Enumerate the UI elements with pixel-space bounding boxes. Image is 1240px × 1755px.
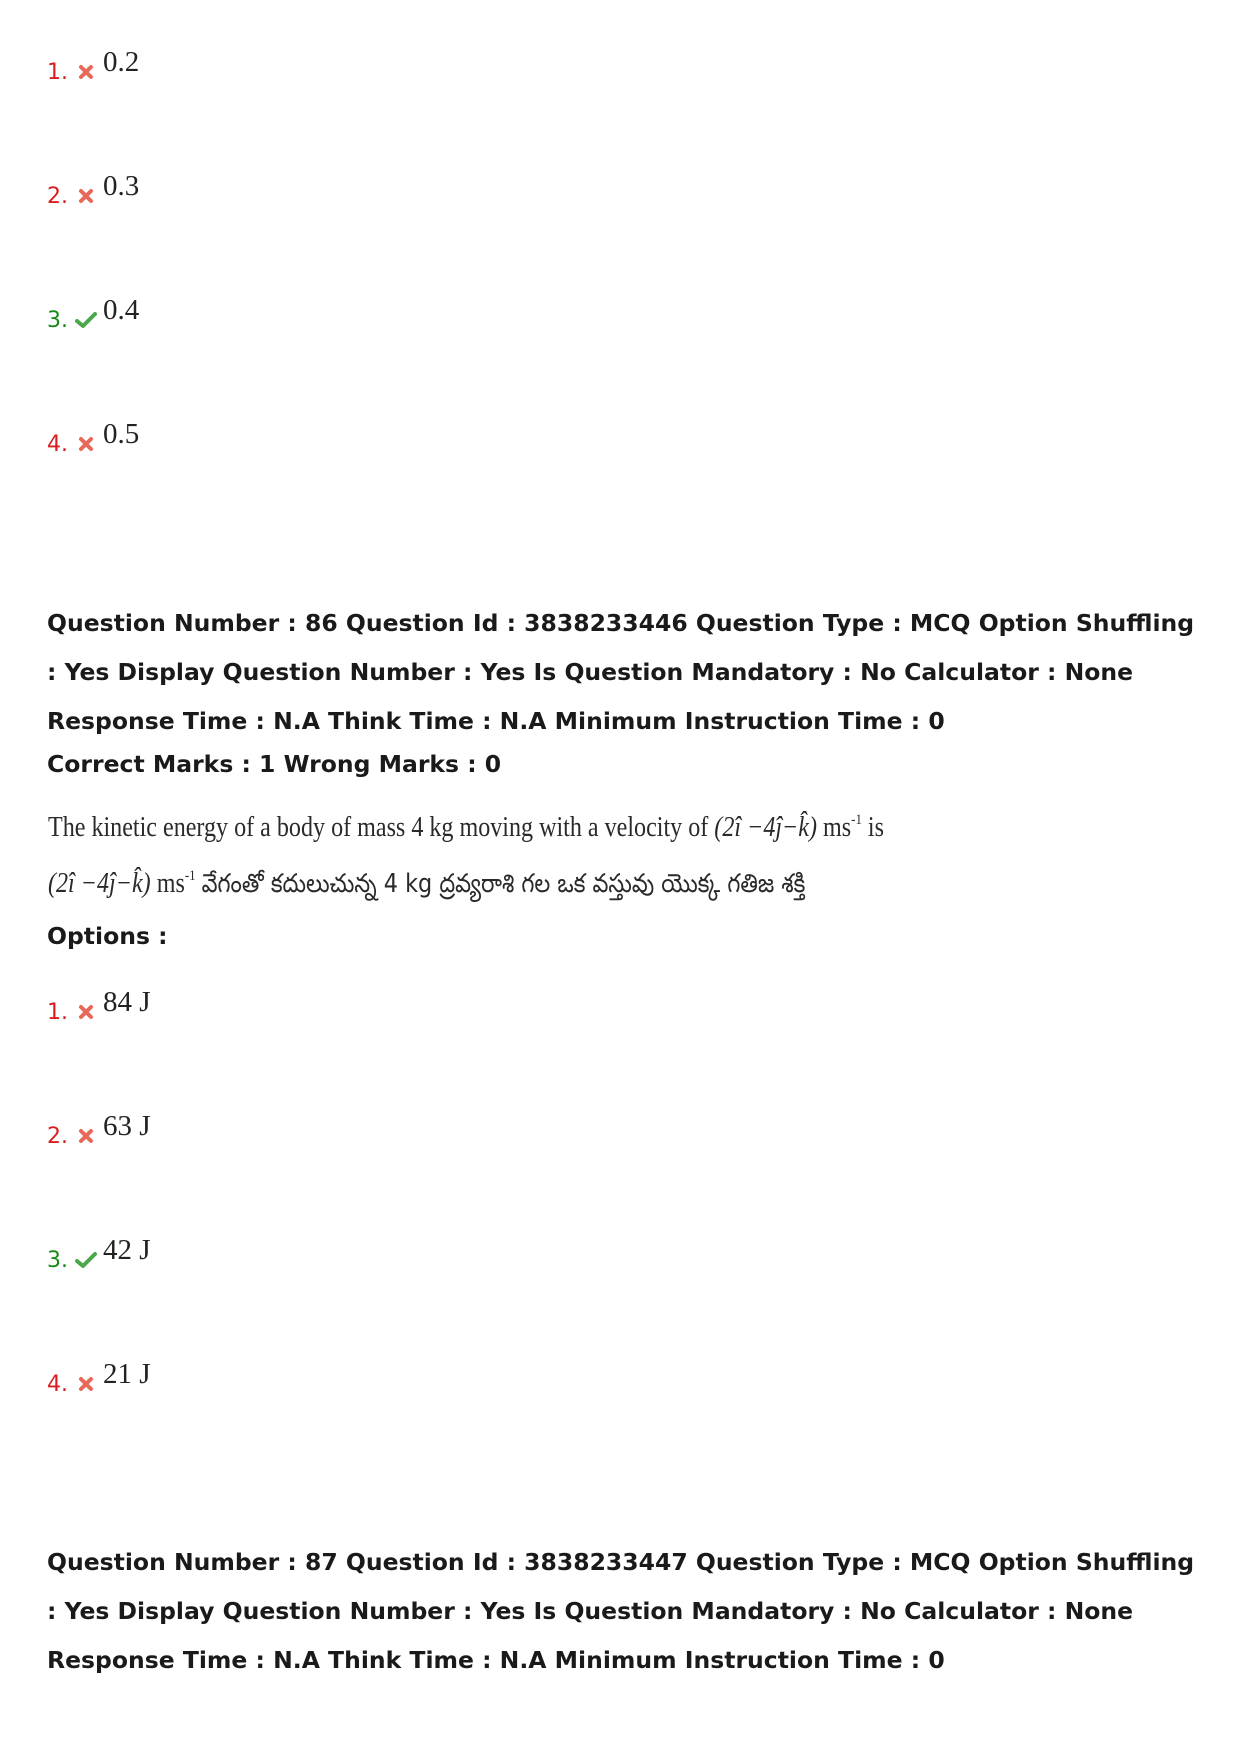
prev-option-4 [47,417,140,464]
velocity-expression: (2î −4ĵ−k̂) [48,868,151,899]
option-text: 42 J [103,1233,151,1266]
cross-icon [73,1371,99,1397]
option-number: 3. [47,307,68,333]
question-86-meta: Question Number : 86 Question Id : 3838233446 Question Type : MCQ Option Shuffling : Yes Display Question Number : Yes Is Question Mandatory : No Calculator : None Response Time : N.A Think Time : N.A Minimum Instruction Time : 0 [47,609,1195,735]
question-86-text-english [48,812,884,844]
option-text: 0.3 [103,169,140,202]
unit-exponent: -1 [851,812,862,828]
cross-icon [73,999,99,1025]
question-86-text-telugu [48,868,805,905]
question-suffix: is [867,812,884,843]
option-number: 2. [47,183,68,209]
option-text: 0.2 [103,45,140,78]
unit: ms [823,812,852,843]
option-number: 1. [47,59,68,85]
prev-option-3 [47,293,140,340]
option-number: 4. [47,1371,68,1397]
option-text: 84 J [103,985,151,1018]
q86-option-3 [47,1233,151,1280]
option-number: 4. [47,431,68,457]
option-number: 2. [47,1123,68,1149]
option-text: 63 J [103,1109,151,1142]
option-number: 1. [47,999,68,1025]
unit-exponent: -1 [184,868,196,884]
velocity-expression: (2î −4ĵ−k̂) [714,812,818,843]
prev-option-2 [47,169,140,216]
option-text: 0.4 [103,293,140,326]
options-label: Options : [47,922,168,950]
check-icon [73,1247,99,1273]
cross-icon [73,183,99,209]
question-86-marks: Correct Marks : 1 Wrong Marks : 0 [47,750,502,778]
q86-option-4 [47,1357,151,1404]
option-number: 3. [47,1247,68,1273]
unit: ms [156,868,185,899]
option-text: 21 J [103,1357,151,1390]
cross-icon [73,59,99,85]
cross-icon [73,431,99,457]
check-icon [73,307,99,333]
question-prefix: The kinetic energy of a body of mass 4 kg moving with a velocity of [48,812,709,843]
telugu-text: వేగంతో కదులుచున్న 4 kg ద్రవ్యరాశి గల ఒక వస్తువు యొక్క గతిజ శక్తి [201,869,806,899]
option-text: 0.5 [103,417,140,450]
prev-option-1 [47,45,140,92]
q86-option-1 [47,985,151,1032]
question-87-meta: Question Number : 87 Question Id : 3838233447 Question Type : MCQ Option Shuffling : Yes Display Question Number : Yes Is Question Mandatory : No Calculator : None Response Time : N.A Think Time : N.A Minimum Instruction Time : 0 [47,1548,1195,1674]
cross-icon [73,1123,99,1149]
q86-option-2 [47,1109,151,1156]
